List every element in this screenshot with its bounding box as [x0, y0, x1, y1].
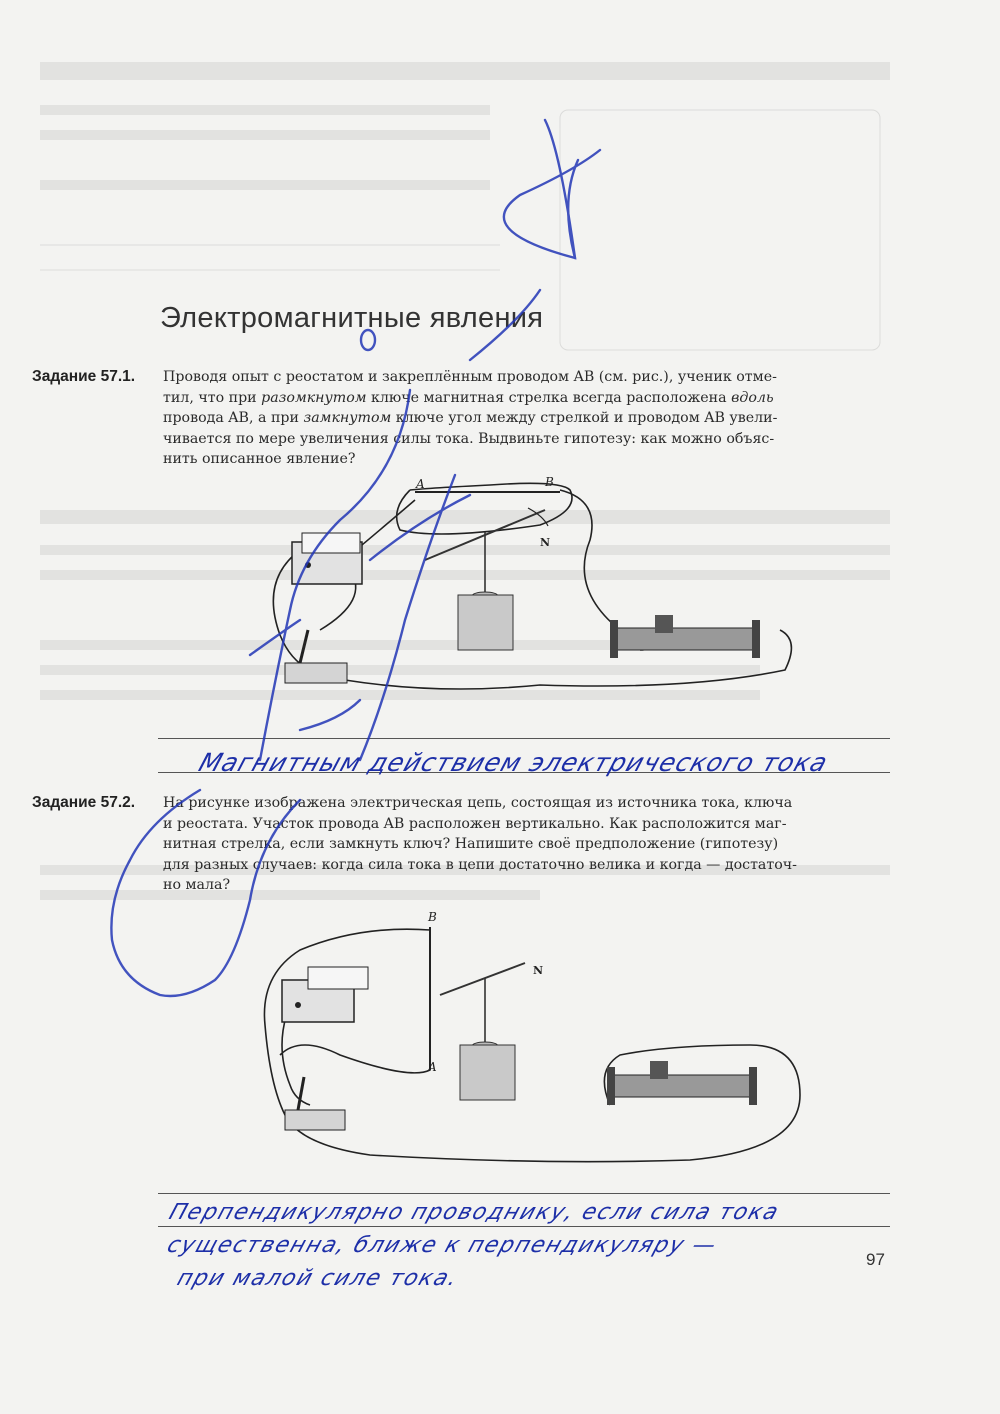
rheostat: [610, 615, 760, 658]
section-title: Электромагнитные явления: [160, 302, 544, 334]
task-57-1-line: чивается по мере увеличения силы тока. Выдвиньте гипотезу: как можно объяс-: [163, 430, 775, 447]
answer-57-2-handwriting-line2: существенна, ближе к перпендикуляру —: [163, 1233, 721, 1258]
page-number: 97: [866, 1250, 885, 1269]
power-supply: [292, 533, 362, 584]
stand-block: [460, 1045, 515, 1100]
answer-57-2-handwriting-line3: при малой силе тока.: [173, 1266, 462, 1291]
magnetic-needle: [440, 963, 525, 1050]
task-57-2-text: [163, 793, 890, 896]
label-a: A: [416, 477, 425, 491]
label-n: N: [533, 964, 544, 977]
task-57-1-text: [163, 367, 890, 470]
task-57-2-line: На рисунке изображена электрическая цепь, состоящая из источника тока, ключа: [163, 795, 793, 811]
task-57-2-line: но мала?: [163, 877, 231, 893]
answer-57-1-handwriting: Магнитным действием электрического тока: [195, 748, 832, 777]
task-57-1-line: провода AB, а при замкнутом ключе угол между стрелкой и проводом AB увели-: [163, 410, 778, 426]
task-57-2-line: и реостата. Участок провода AB расположен вертикально. Как расположится маг-: [163, 815, 787, 832]
task-57-2-label: Задание 57.2.: [32, 794, 136, 811]
task-57-1-line: нить описанное явление?: [163, 451, 356, 467]
circuit-diagram-1: [240, 470, 810, 710]
magnetic-needle: [425, 510, 545, 600]
stand-block: [458, 595, 513, 650]
answer-line: [158, 1193, 890, 1194]
task-57-1-line: Проводя опыт с реостатом и закреплённым проводом AB (см. рис.), ученик отме-: [163, 369, 777, 385]
power-supply: [282, 967, 368, 1022]
rheostat: [607, 1061, 757, 1105]
label-a: A: [428, 1060, 437, 1074]
circuit-diagram-2: [240, 905, 810, 1165]
label-b: B: [428, 910, 437, 924]
label-b: B: [545, 475, 554, 489]
task-57-1-line: тил, что при разомкнутом ключе магнитная стрелка всегда расположена вдоль: [163, 389, 774, 406]
knife-switch: [285, 630, 347, 683]
label-n: N: [540, 536, 551, 549]
task-57-2-line: нитная стрелка, если замкнуть ключ? Напишите своё предположение (гипотезу): [163, 836, 779, 852]
task-57-1-label: Задание 57.1.: [32, 368, 136, 385]
answer-57-2-handwriting-line1: Перпендикулярно проводнику, если сила тока: [165, 1200, 783, 1225]
answer-line: [158, 738, 890, 739]
knife-switch: [285, 1077, 345, 1130]
answer-line: [158, 1226, 890, 1227]
task-57-2-line: для разных случаев: когда сила тока в цепи достаточно велика и когда — достаточ-: [163, 856, 797, 873]
